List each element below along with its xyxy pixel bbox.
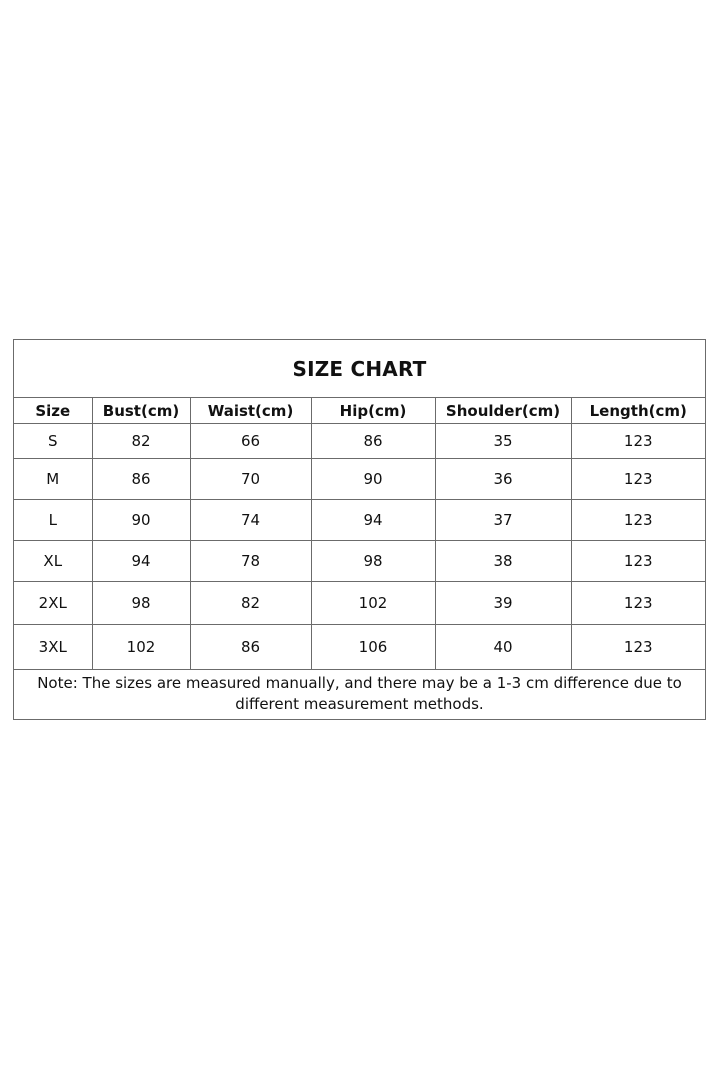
cell-length: 123 [571, 582, 705, 625]
cell-bust: 98 [92, 582, 190, 625]
cell-hip: 86 [311, 424, 435, 459]
table-row [14, 582, 705, 625]
cell-length: 123 [571, 500, 705, 541]
table-row [14, 541, 705, 582]
header-waist: Waist(cm) [190, 398, 311, 424]
cell-size: M [14, 459, 92, 500]
header-bust: Bust(cm) [92, 398, 190, 424]
cell-length: 123 [571, 625, 705, 670]
cell-shoulder: 38 [435, 541, 571, 582]
table-row [14, 500, 705, 541]
cell-size: 3XL [14, 625, 92, 670]
cell-size: 2XL [14, 582, 92, 625]
cell-bust: 90 [92, 500, 190, 541]
cell-bust: 86 [92, 459, 190, 500]
cell-size: L [14, 500, 92, 541]
cell-hip: 94 [311, 500, 435, 541]
table-row [14, 424, 705, 459]
cell-shoulder: 39 [435, 582, 571, 625]
cell-length: 123 [571, 541, 705, 582]
cell-bust: 82 [92, 424, 190, 459]
cell-size: S [14, 424, 92, 459]
cell-shoulder: 35 [435, 424, 571, 459]
cell-bust: 94 [92, 541, 190, 582]
header-size: Size [14, 398, 92, 424]
cell-waist: 70 [190, 459, 311, 500]
table-header-row [14, 398, 705, 424]
chart-title: SIZE CHART [14, 340, 705, 398]
cell-shoulder: 37 [435, 500, 571, 541]
header-hip: Hip(cm) [311, 398, 435, 424]
header-length: Length(cm) [571, 398, 705, 424]
cell-length: 123 [571, 424, 705, 459]
cell-shoulder: 36 [435, 459, 571, 500]
size-chart [13, 339, 706, 720]
cell-hip: 98 [311, 541, 435, 582]
cell-length: 123 [571, 459, 705, 500]
table-row [14, 459, 705, 500]
header-shoulder: Shoulder(cm) [435, 398, 571, 424]
cell-hip: 102 [311, 582, 435, 625]
cell-hip: 90 [311, 459, 435, 500]
cell-bust: 102 [92, 625, 190, 670]
measurement-note: Note: The sizes are measured manually, and there may be a 1-3 cm difference due to different measurement methods. [37, 674, 682, 713]
cell-waist: 66 [190, 424, 311, 459]
cell-hip: 106 [311, 625, 435, 670]
cell-waist: 74 [190, 500, 311, 541]
cell-waist: 82 [190, 582, 311, 625]
cell-shoulder: 40 [435, 625, 571, 670]
size-table [14, 398, 705, 670]
table-row [14, 625, 705, 670]
cell-size: XL [14, 541, 92, 582]
cell-waist: 78 [190, 541, 311, 582]
cell-waist: 86 [190, 625, 311, 670]
